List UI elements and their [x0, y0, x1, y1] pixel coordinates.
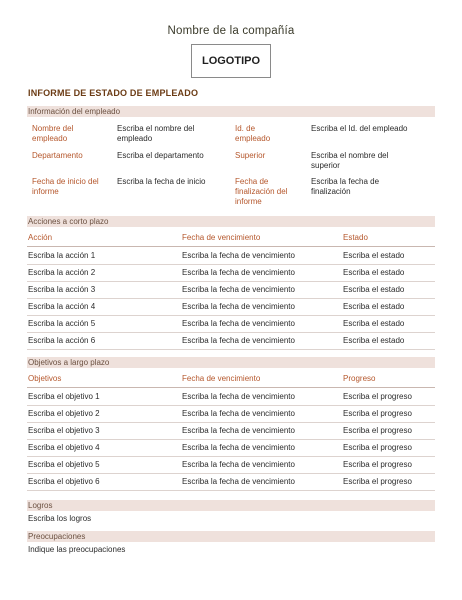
- cell-progress[interactable]: Escriba el progreso: [343, 443, 412, 452]
- table-row: [27, 473, 435, 491]
- cell-goal[interactable]: Escriba el objetivo 3: [28, 426, 100, 435]
- cell-due-date[interactable]: Escriba la fecha de vencimiento: [182, 336, 295, 345]
- employee-name-label: Nombre del empleado: [32, 124, 74, 143]
- col-action: Acción: [28, 233, 53, 242]
- col-status: Estado: [343, 233, 368, 242]
- cell-due-date[interactable]: Escriba la fecha de vencimiento: [182, 285, 295, 294]
- table-row: [27, 456, 435, 474]
- cell-action[interactable]: Escriba la acción 5: [28, 319, 96, 328]
- cell-due-date[interactable]: Escriba la fecha de vencimiento: [182, 460, 295, 469]
- cell-action[interactable]: Escriba la acción 4: [28, 302, 96, 311]
- cell-progress[interactable]: Escriba el progreso: [343, 477, 412, 486]
- table-row: [27, 439, 435, 457]
- cell-due-date[interactable]: Escriba la fecha de vencimiento: [182, 392, 295, 401]
- department-value[interactable]: Escriba el departamento: [117, 151, 204, 160]
- cell-goal[interactable]: Escriba el objetivo 2: [28, 409, 100, 418]
- cell-progress[interactable]: Escriba el progreso: [343, 460, 412, 469]
- section-concerns: Preocupaciones: [27, 531, 435, 542]
- cell-action[interactable]: Escriba la acción 2: [28, 268, 96, 277]
- cell-due-date[interactable]: Escriba la fecha de vencimiento: [182, 302, 295, 311]
- report-start-label: Fecha de inicio del informe: [32, 177, 99, 196]
- cell-status[interactable]: Escriba el estado: [343, 285, 405, 294]
- table-row: [27, 388, 435, 406]
- section-long-term: Objetivos a largo plazo: [27, 357, 435, 368]
- section-achievements: Logros: [27, 500, 435, 511]
- table-row: [27, 247, 435, 265]
- section-short-term: Acciones a corto plazo: [27, 216, 435, 227]
- table-row: [27, 332, 435, 350]
- table-row: [27, 422, 435, 440]
- table-row: [27, 281, 435, 299]
- cell-progress[interactable]: Escriba el progreso: [343, 409, 412, 418]
- concerns-text[interactable]: Indique las preocupaciones: [28, 545, 126, 554]
- col-progress: Progreso: [343, 374, 376, 383]
- short-term-header: [27, 230, 435, 247]
- achievements-text[interactable]: Escriba los logros: [28, 514, 92, 523]
- cell-status[interactable]: Escriba el estado: [343, 319, 405, 328]
- cell-due-date[interactable]: Escriba la fecha de vencimiento: [182, 268, 295, 277]
- cell-due-date[interactable]: Escriba la fecha de vencimiento: [182, 319, 295, 328]
- report-end-value[interactable]: Escriba la fecha de finalización: [311, 177, 380, 196]
- cell-status[interactable]: Escriba el estado: [343, 302, 405, 311]
- cell-goal[interactable]: Escriba el objetivo 1: [28, 392, 100, 401]
- employee-name-value[interactable]: Escriba el nombre del empleado: [117, 124, 195, 143]
- long-term-header: [27, 371, 435, 388]
- cell-action[interactable]: Escriba la acción 1: [28, 251, 96, 260]
- logo-placeholder[interactable]: LOGOTIPO: [191, 44, 271, 78]
- cell-due-date[interactable]: Escriba la fecha de vencimiento: [182, 251, 295, 260]
- cell-status[interactable]: Escriba el estado: [343, 251, 405, 260]
- table-row: [27, 315, 435, 333]
- table-row: [27, 264, 435, 282]
- cell-progress[interactable]: Escriba el progreso: [343, 392, 412, 401]
- supervisor-label: Superior: [235, 151, 266, 160]
- cell-status[interactable]: Escriba el estado: [343, 336, 405, 345]
- cell-due-date[interactable]: Escriba la fecha de vencimiento: [182, 443, 295, 452]
- cell-goal[interactable]: Escriba el objetivo 5: [28, 460, 100, 469]
- company-name[interactable]: Nombre de la compañía: [167, 25, 295, 37]
- employee-id-value[interactable]: Escriba el Id. del empleado: [311, 124, 408, 133]
- cell-status[interactable]: Escriba el estado: [343, 268, 405, 277]
- cell-due-date[interactable]: Escriba la fecha de vencimiento: [182, 477, 295, 486]
- cell-action[interactable]: Escriba la acción 6: [28, 336, 96, 345]
- cell-progress[interactable]: Escriba el progreso: [343, 426, 412, 435]
- cell-due-date[interactable]: Escriba la fecha de vencimiento: [182, 409, 295, 418]
- department-label: Departamento: [32, 151, 83, 160]
- report-start-value[interactable]: Escriba la fecha de inicio: [117, 177, 206, 186]
- section-employee-info: Información del empleado: [27, 106, 435, 117]
- cell-goal[interactable]: Escriba el objetivo 4: [28, 443, 100, 452]
- cell-goal[interactable]: Escriba el objetivo 6: [28, 477, 100, 486]
- col-due-date: Fecha de vencimiento: [182, 233, 261, 242]
- report-end-label: Fecha de finalización del informe: [235, 177, 288, 206]
- col-due-date: Fecha de vencimiento: [182, 374, 261, 383]
- supervisor-value[interactable]: Escriba el nombre del superior: [311, 151, 389, 170]
- table-row: [27, 405, 435, 423]
- table-row: [27, 298, 435, 316]
- cell-due-date[interactable]: Escriba la fecha de vencimiento: [182, 426, 295, 435]
- employee-id-label: Id. de empleado: [235, 124, 271, 143]
- cell-action[interactable]: Escriba la acción 3: [28, 285, 96, 294]
- col-goals: Objetivos: [28, 374, 62, 383]
- report-title[interactable]: INFORME DE ESTADO DE EMPLEADO: [28, 88, 199, 98]
